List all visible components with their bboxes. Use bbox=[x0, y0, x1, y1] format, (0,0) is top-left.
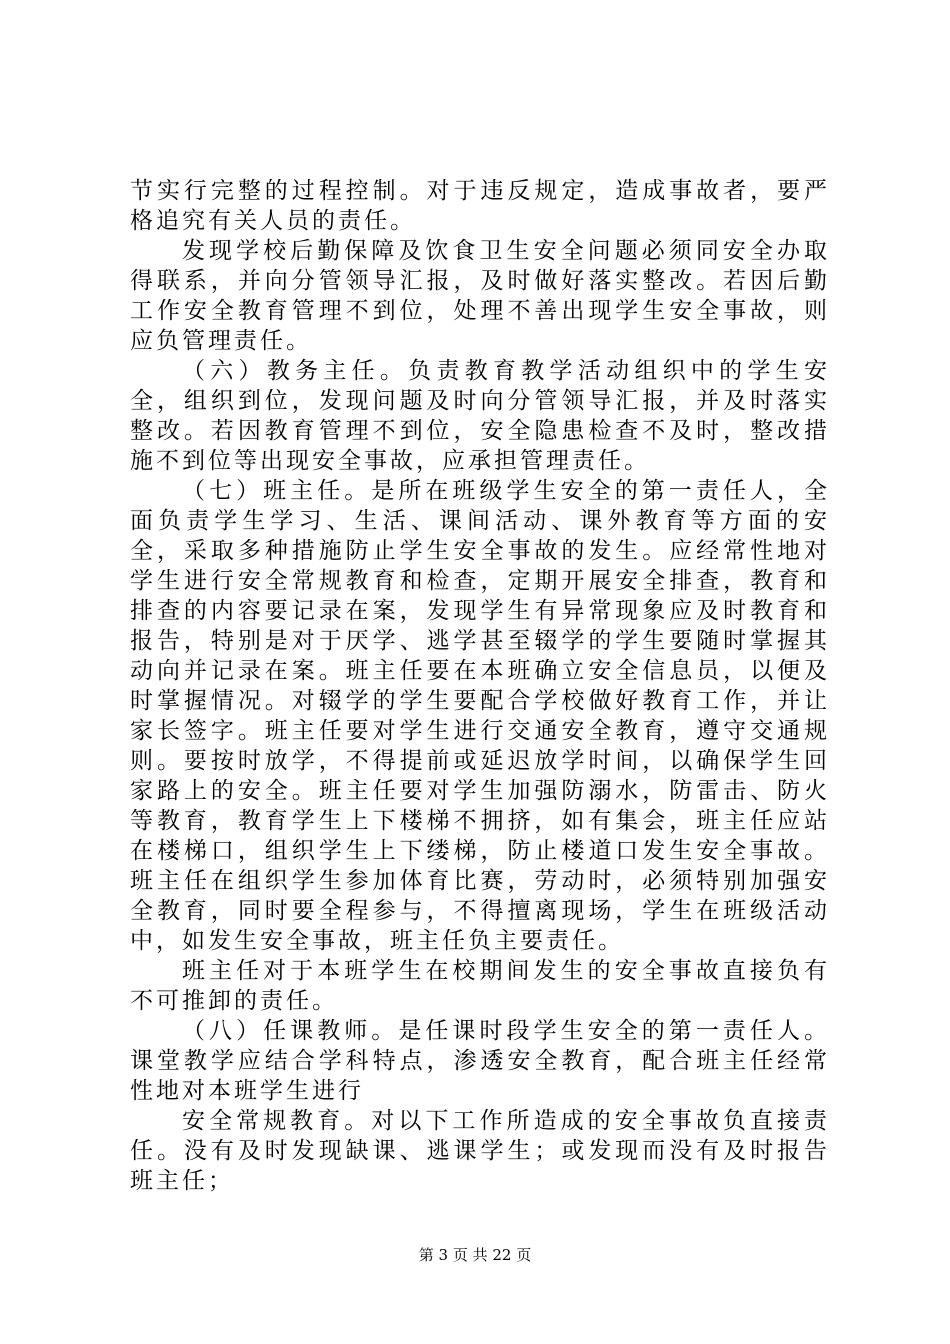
paragraph-continuation: 节实行完整的过程控制。对于违反规定，造成事故者，要严格追究有关人员的责任。 bbox=[130, 178, 830, 234]
document-body bbox=[130, 176, 830, 1196]
paragraph-head-teacher-responsibility: 班主任对于本班学生在校期间发生的安全事故直接负有不可推卸的责任。 bbox=[130, 958, 830, 1014]
paragraph-subject-teacher: （八）任课教师。是任课时段学生安全的第一责任人。课堂教学应结合学科特点，渗透安全教育，配合班主任经常性地对本班学生进行 bbox=[130, 1018, 830, 1104]
paragraph-academic-director: （六）教务主任。负责教育教学活动组织中的学生安全，组织到位，发现问题及时向分管领导汇报，并及时落实整改。若因教育管理不到位，安全隐患检查不及时，整改措施不到位等出现安全事故，应承担管理责任。 bbox=[130, 358, 830, 474]
page-footer: 第 3 页 共 22 页 bbox=[418, 1246, 532, 1264]
paragraph-logistics: 发现学校后勤保障及饮食卫生安全问题必须同安全办取得联系，并向分管领导汇报，及时做好落实整改。若因后勤工作安全教育管理不到位，处理不善出现学生安全事故，则应负管理责任。 bbox=[130, 238, 830, 354]
paragraph-head-teacher: （七）班主任。是所在班级学生安全的第一责任人，全面负责学生学习、生活、课间活动、课外教育等方面的安全，采取多种措施防止学生安全事故的发生。应经常性地对学生进行安全常规教育和检查，定期开展安全排查，教育和排查的内容要记录在案，发现学生有异常现象应及时教育和报告，特别是对于厌学、逃学甚至辍学的学生要随时掌握其动向并记录在案。班主任要在本班确立安全信息员，以便及时掌握情况。对辍学的学生要配合学校做好教育工作，并让家长签字。班主任要对学生进行交通安全教育，遵守交通规则。要按时放学，不得提前或延迟放学时间，以确保学生回家路上的安全。班主任要对学生加强防溺水，防雷击、防火等教育，教育学生上下楼梯不拥挤，如有集会，班主任应站在楼梯口，组织学生上下缕梯，防止楼道口发生安全事故。班主任在组织学生参加体育比赛，劳动时，必须特别加强安全教育，同时要全程参与，不得擅离现场，学生在班级活动中，如发生安全事故，班主任负主要责任。 bbox=[130, 478, 830, 954]
paragraph-safety-education: 安全常规教育。对以下工作所造成的安全事故负直接责任。没有及时发现缺课、逃课学生；或发现而没有及时报告班主任； bbox=[130, 1108, 830, 1194]
